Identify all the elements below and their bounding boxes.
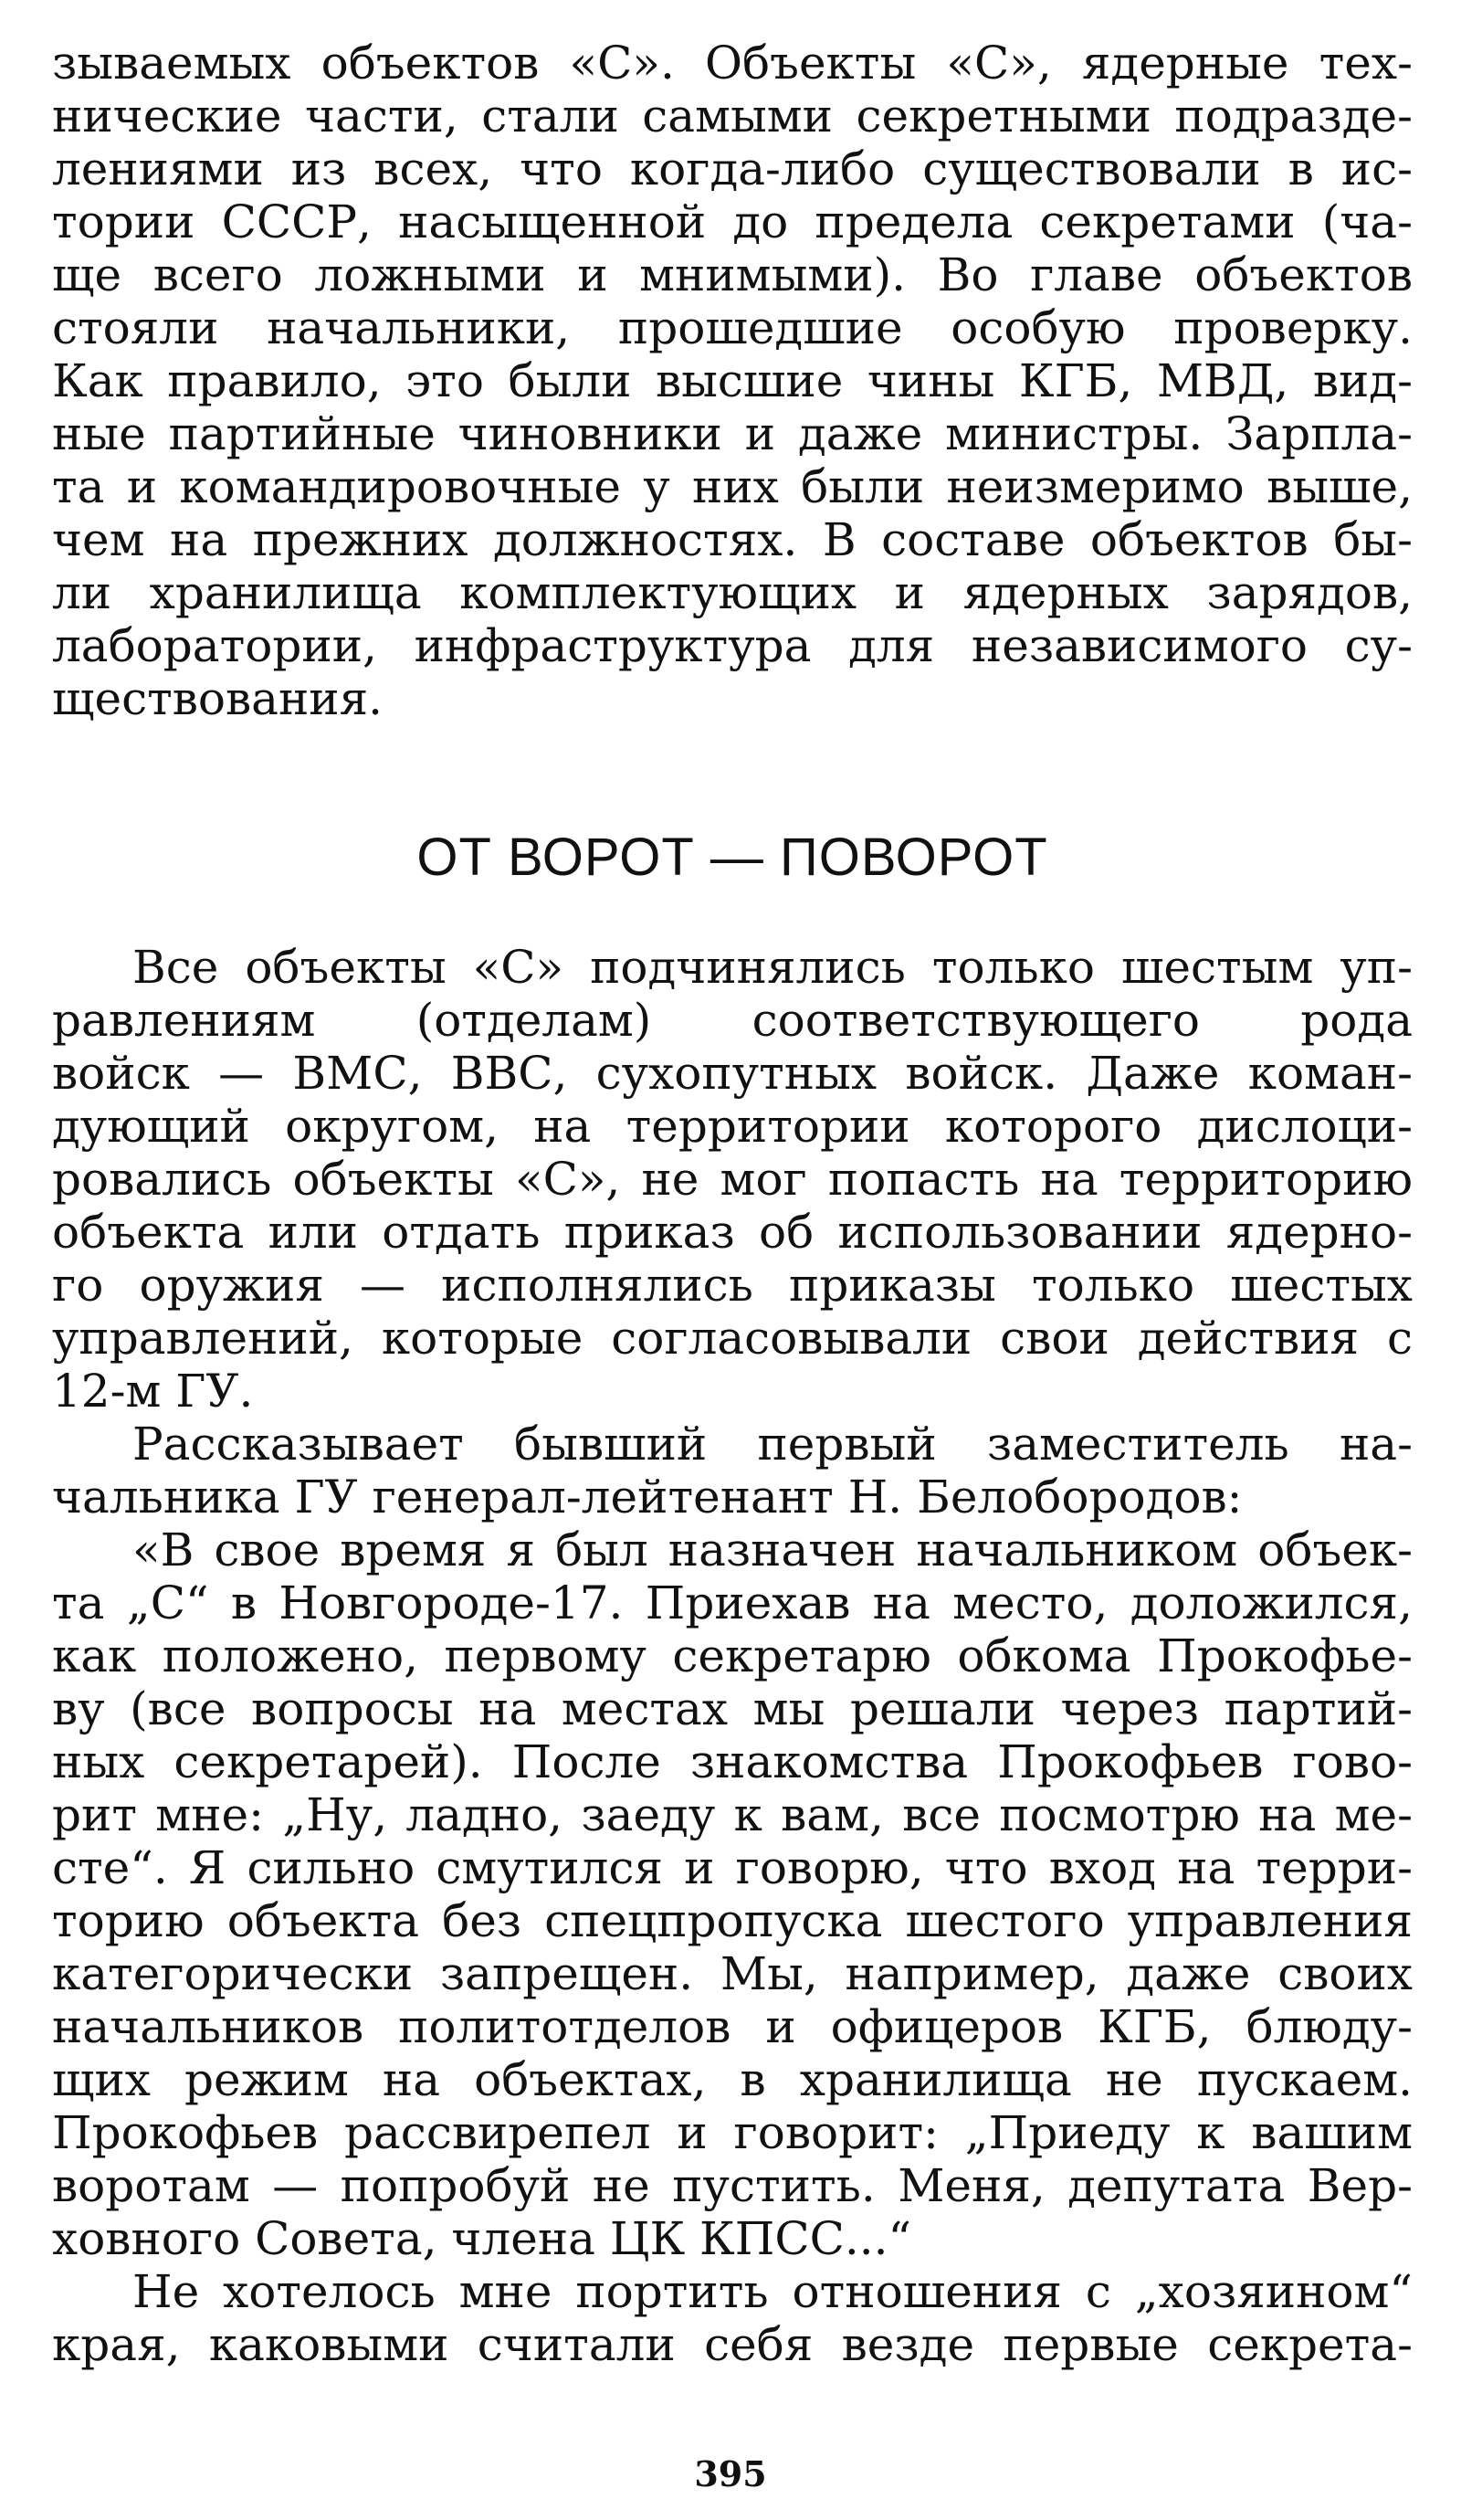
text-line: щих режим на объектах, в хранилища не пускаем. [52, 2053, 1413, 2106]
page-number: 395 [694, 2453, 767, 2494]
text-line: 12-м ГУ. [52, 1365, 254, 1418]
book-page [52, 37, 1413, 2371]
text-line: го оружия — исполнялись приказы только шестых [52, 1259, 1413, 1312]
text-line: как положено, первому секретарю обкома Прокофье- [52, 1629, 1413, 1682]
text-line: Все объекты «С» подчинялись только шестым уп- [132, 941, 1413, 994]
text-line: лениями из всех, что когда-либо существовали в ис- [52, 142, 1413, 195]
text-line: равлениям (отделам) соответствующего рода [52, 994, 1413, 1047]
section-heading: ОТ ВОРОТ — ПОВОРОТ [416, 828, 1048, 887]
text-line: «В свое время я был назначен начальником объек- [132, 1524, 1413, 1576]
text-line: чем на прежних должностях. В составе объектов бы- [52, 513, 1413, 566]
text-line: края, каковыми считали себя везде первые секрета- [52, 2318, 1413, 2371]
text-line: рит мне: „Ну, ладно, заеду к вам, все посмотрю на ме- [52, 1788, 1413, 1841]
text-line: объекта или отдать приказ об использовании ядерно- [52, 1206, 1413, 1259]
text-line: сте“. Я сильно смутился и говорю, что вход на терри- [52, 1841, 1413, 1894]
text-line: категорически запрещен. Мы, например, даже своих [52, 1947, 1413, 2000]
paragraph-3 [52, 1524, 1413, 2265]
top-paragraph [52, 37, 1413, 725]
paragraph-1 [52, 941, 1413, 1418]
text-line: Не хотелось мне портить отношения с „хозяином“ [132, 2265, 1413, 2318]
text-line: та „С“ в Новгороде-17. Приехав на место, доложился, [52, 1576, 1413, 1629]
text-line: воротам — попробуй не пустить. Меня, депутата Вер- [52, 2159, 1413, 2212]
text-line: ли хранилища комплектующих и ядерных зарядов, [52, 566, 1413, 619]
text-line: управлений, которые согласовывали свои действия с [52, 1312, 1413, 1365]
text-line: та и командировочные у них были неизмеримо выше, [52, 460, 1413, 513]
text-line: ровались объекты «С», не мог попасть на территорию [52, 1153, 1413, 1206]
text-line: тории СССР, насыщенной до предела секретами (ча- [52, 195, 1413, 248]
text-line: ных секретарей). После знакомства Прокофьев гово- [52, 1735, 1413, 1788]
text-line: начальников политотделов и офицеров КГБ, блюду- [52, 2000, 1413, 2053]
text-line: войск — ВМС, ВВС, сухопутных войск. Даже коман- [52, 1047, 1413, 1100]
text-line: ные партийные чиновники и даже министры. Зарпла- [52, 407, 1413, 460]
text-line: торию объекта без спецпропуска шестого управления [52, 1894, 1413, 1947]
paragraph-2 [52, 1418, 1413, 1524]
text-line: дующий округом, на территории которого дислоци- [52, 1100, 1413, 1153]
text-line: Как правило, это были высшие чины КГБ, МВД, вид- [52, 354, 1413, 407]
text-line: чальника ГУ генерал-лейтенант Н. Белобородов: [52, 1471, 1243, 1524]
paragraph-4 [52, 2265, 1413, 2371]
text-line: зываемых объектов «С». Объекты «С», ядерные тех- [52, 37, 1413, 90]
text-line: ществования. [52, 672, 384, 725]
text-line: нические части, стали самыми секретными подразде- [52, 90, 1413, 142]
text-line: лаборатории, инфраструктура для независимого су- [52, 619, 1413, 672]
text-line: ву (все вопросы на местах мы решали через партий- [52, 1682, 1413, 1735]
text-line: Прокофьев рассвирепел и говорит: „Приеду к вашим [52, 2106, 1413, 2159]
text-line: ще всего ложными и мнимыми). Во главе объектов [52, 248, 1413, 301]
text-line: Рассказывает бывший первый заместитель на- [132, 1418, 1413, 1471]
text-line: ховного Совета, члена ЦК КПСС...“ [52, 2212, 912, 2265]
text-line: стояли начальники, прошедшие особую проверку. [52, 301, 1413, 354]
